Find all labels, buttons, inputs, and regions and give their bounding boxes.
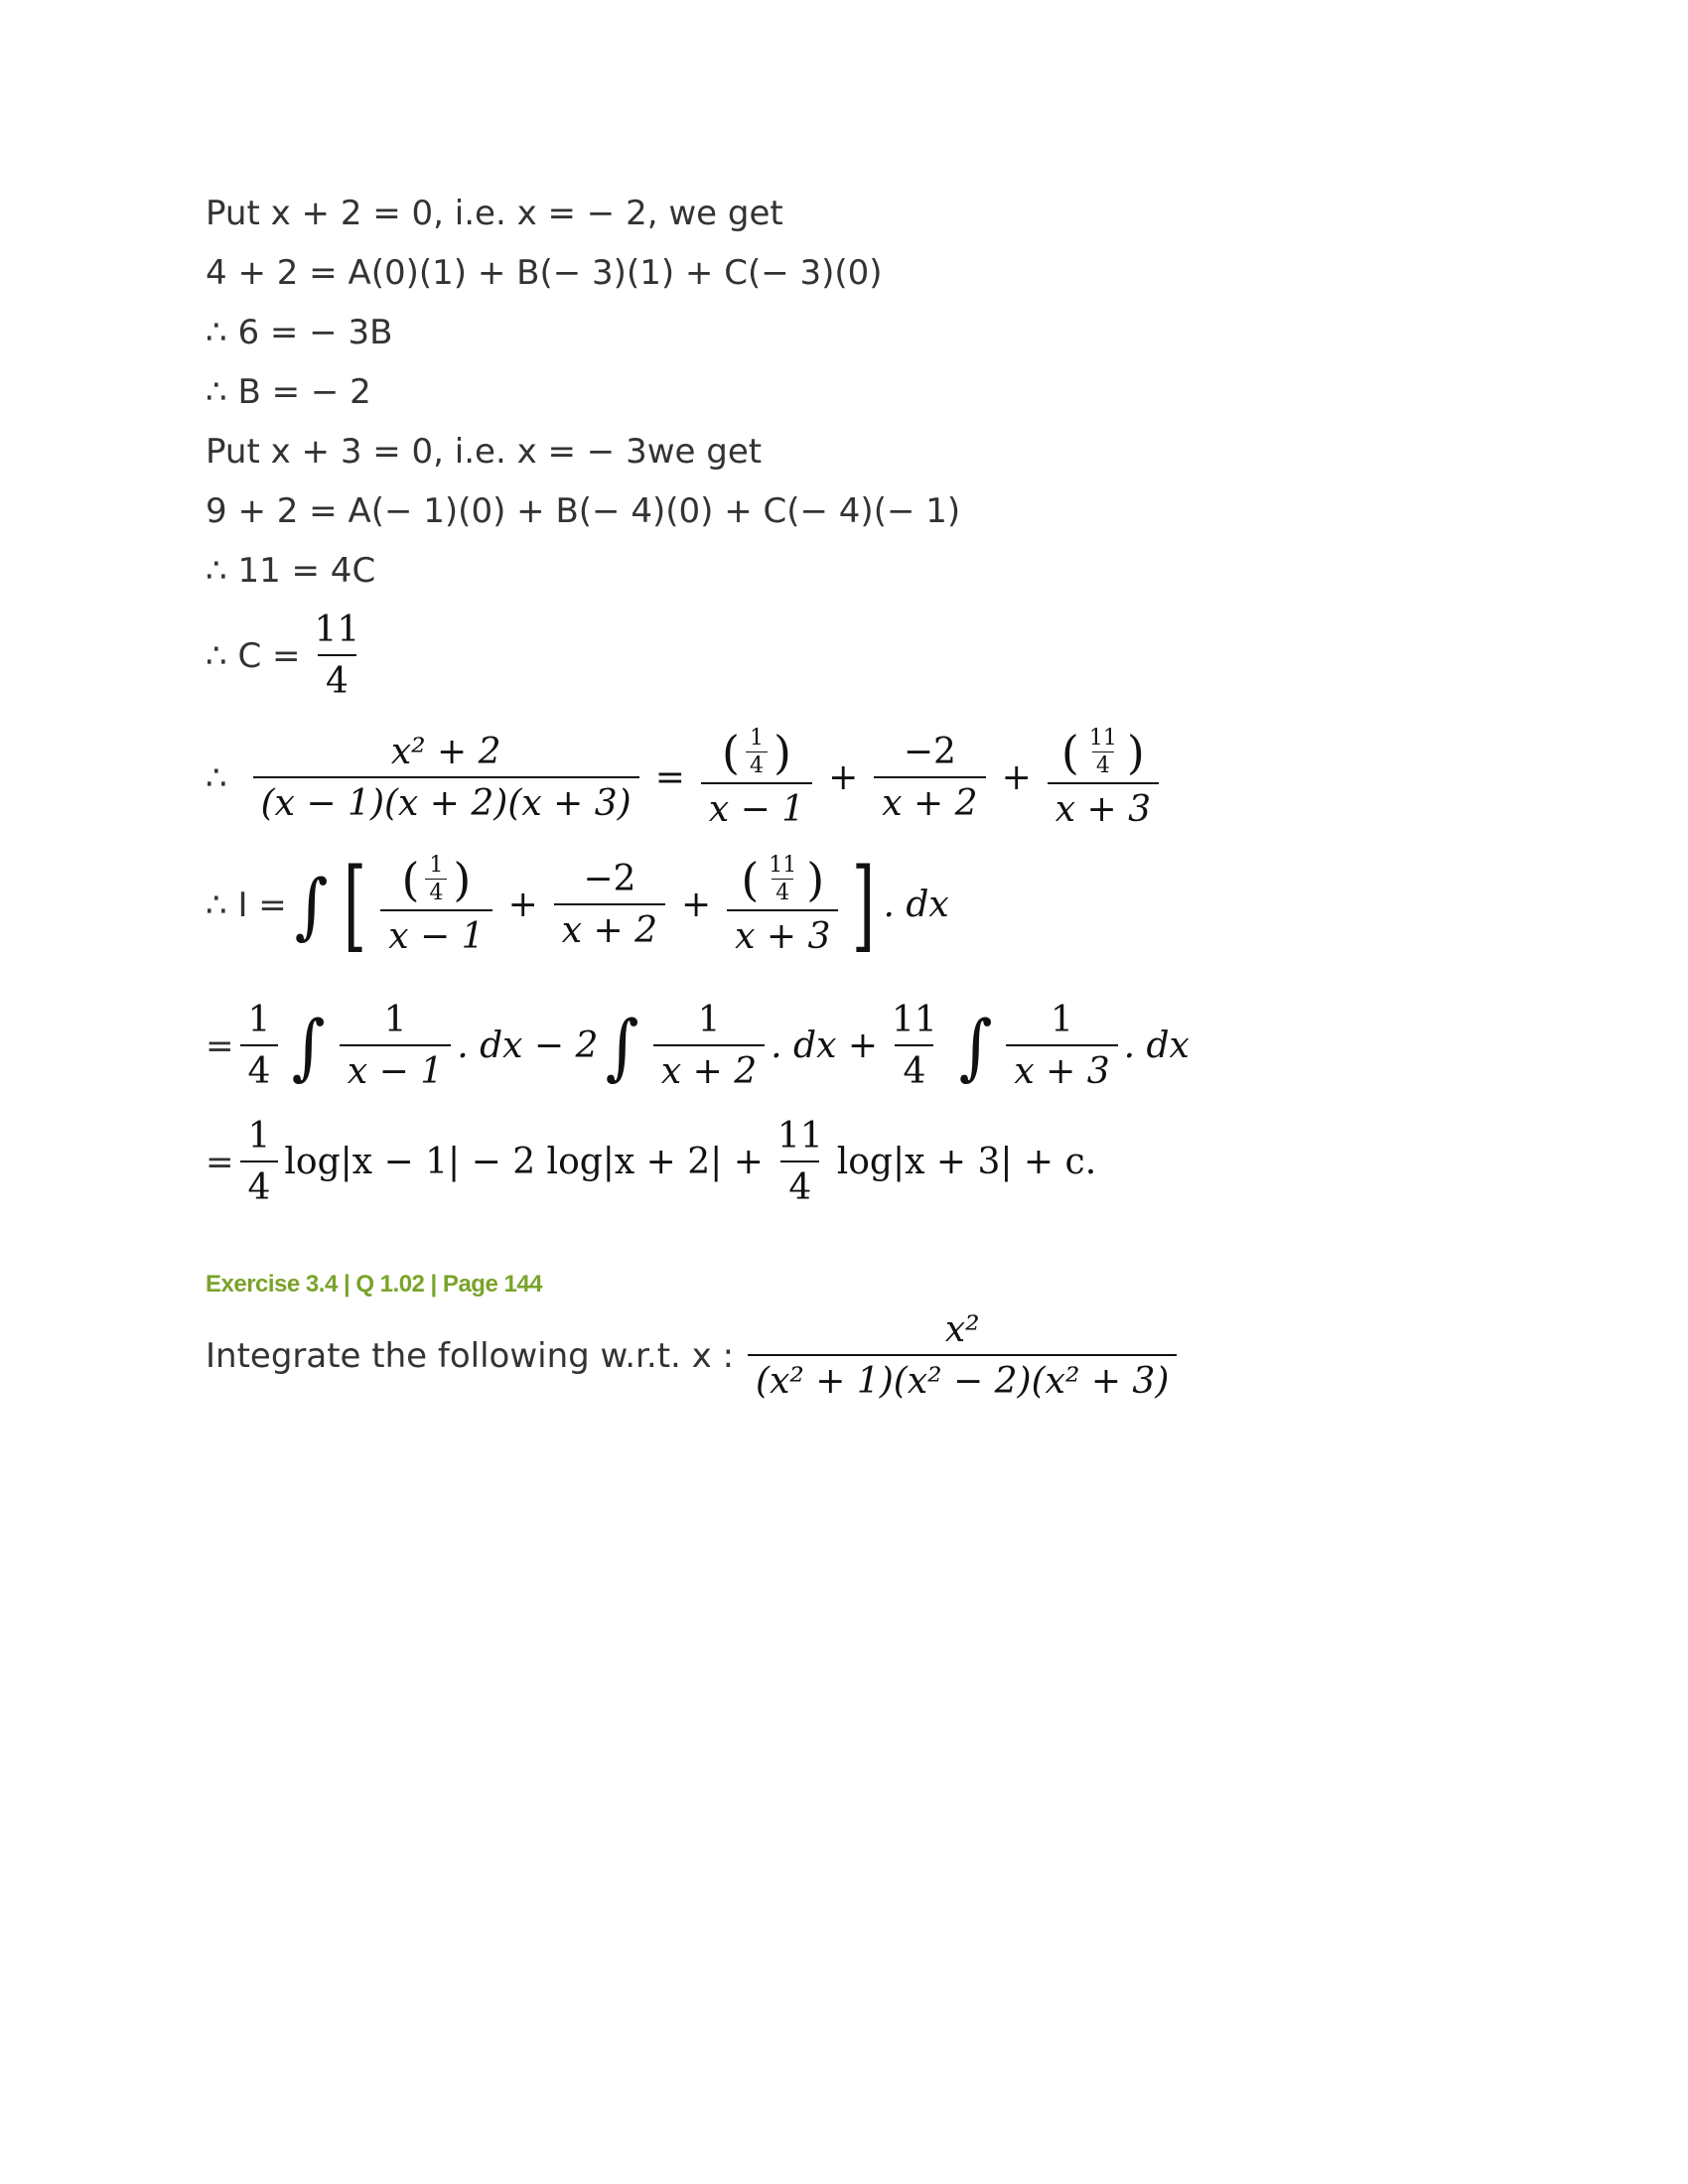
dx-label: . dx +	[771, 1025, 879, 1067]
text-line: ∴ 6 = − 3B	[206, 313, 393, 352]
coefficient-1: $\frac{1}{4}$	[240, 1117, 279, 1207]
text-line: 4 + 2 = A(0)(1) + B(− 3)(1) + C(− 3)(0)	[206, 253, 883, 293]
text-line: ∴ 11 = 4C	[206, 551, 376, 591]
log-term-final: log|x + 3| + c.	[836, 1142, 1097, 1183]
integral-sign: ∫	[294, 863, 329, 947]
split-integral-equation	[206, 1001, 1190, 1091]
text-line: 9 + 2 = A(− 1)(0) + B(− 4)(0) + C(− 4)(− 1)	[206, 491, 961, 531]
c-fraction: $\frac{11}{4}$	[314, 610, 360, 702]
plus-sign: +	[681, 885, 712, 926]
log-terms: log|x − 1| − 2 log|x + 2| +	[284, 1142, 764, 1183]
equals-sign: =	[654, 757, 685, 799]
question-text: Integrate the following w.r.t. x :	[206, 1335, 735, 1376]
right-bracket: ]	[852, 846, 876, 963]
integral-sign: ∫	[292, 1004, 327, 1088]
text-line: Put x + 3 = 0, i.e. x = − 3we get	[206, 432, 763, 472]
text-line: Put x + 2 = 0, i.e. x = − 2, we get	[206, 194, 783, 233]
term-1-fraction: ( $\frac{1}{4}$ ) x − 1	[380, 854, 492, 957]
text-line: ∴ B = − 2	[206, 372, 371, 412]
equals-sign: =	[206, 1142, 234, 1182]
dx-label: . dx	[1123, 1025, 1190, 1067]
term-1-fraction: ( $\frac{1}{4}$ ) x − 1	[701, 727, 812, 830]
dx-label: . dx − 2	[457, 1025, 599, 1067]
plus-sign: +	[507, 885, 538, 926]
equals-sign: =	[206, 1025, 234, 1066]
term-3-fraction: ( $\frac{11}{4}$ ) x + 3	[1048, 727, 1159, 830]
integrand-3: $\frac{1}{x + 3}$	[1006, 1001, 1117, 1091]
integrand-2: $\frac{1}{x + 2}$	[653, 1001, 765, 1091]
left-bracket: [	[344, 846, 367, 963]
plus-sign: +	[1001, 757, 1032, 799]
exercise-label: Exercise 3.4 | Q 1.02 | Page 144	[206, 1271, 543, 1297]
c-label: ∴ C =	[206, 635, 301, 676]
integral-label: ∴ I =	[206, 885, 287, 925]
plus-sign: +	[828, 757, 859, 799]
coefficient-1: $\frac{1}{4}$	[240, 1001, 279, 1091]
lhs-fraction: $\frac{\text{x² + 2}}{(x - 1)(x + 2)(x + 3)}$	[253, 733, 639, 823]
question-fraction: $\frac{\text{x²}}{\text{(x² + 1)(x² − 2)(x² + 3)}}$	[748, 1310, 1177, 1401]
term-2-fraction: $\frac{-2}{x + 2}$	[874, 733, 985, 823]
integrand-1: $\frac{1}{x - 1}$	[340, 1001, 451, 1091]
integral-equation	[206, 846, 949, 963]
integral-sign: ∫	[606, 1004, 640, 1088]
result-equation	[206, 1117, 1096, 1207]
term-3-fraction: ( $\frac{11}{4}$ ) x + 3	[727, 854, 838, 957]
therefore-symbol: ∴	[206, 757, 227, 798]
partial-fraction-equation	[206, 727, 1165, 830]
coefficient-3: $\frac{11}{4}$	[776, 1116, 823, 1208]
dx-label: . dx	[883, 885, 949, 926]
coefficient-3: $\frac{11}{4}$	[892, 1000, 937, 1092]
question-line	[206, 1310, 1183, 1401]
term-2-fraction: $\frac{-2}{x + 2}$	[554, 860, 665, 950]
integral-sign: ∫	[958, 1004, 993, 1088]
c-value-line	[206, 611, 373, 701]
